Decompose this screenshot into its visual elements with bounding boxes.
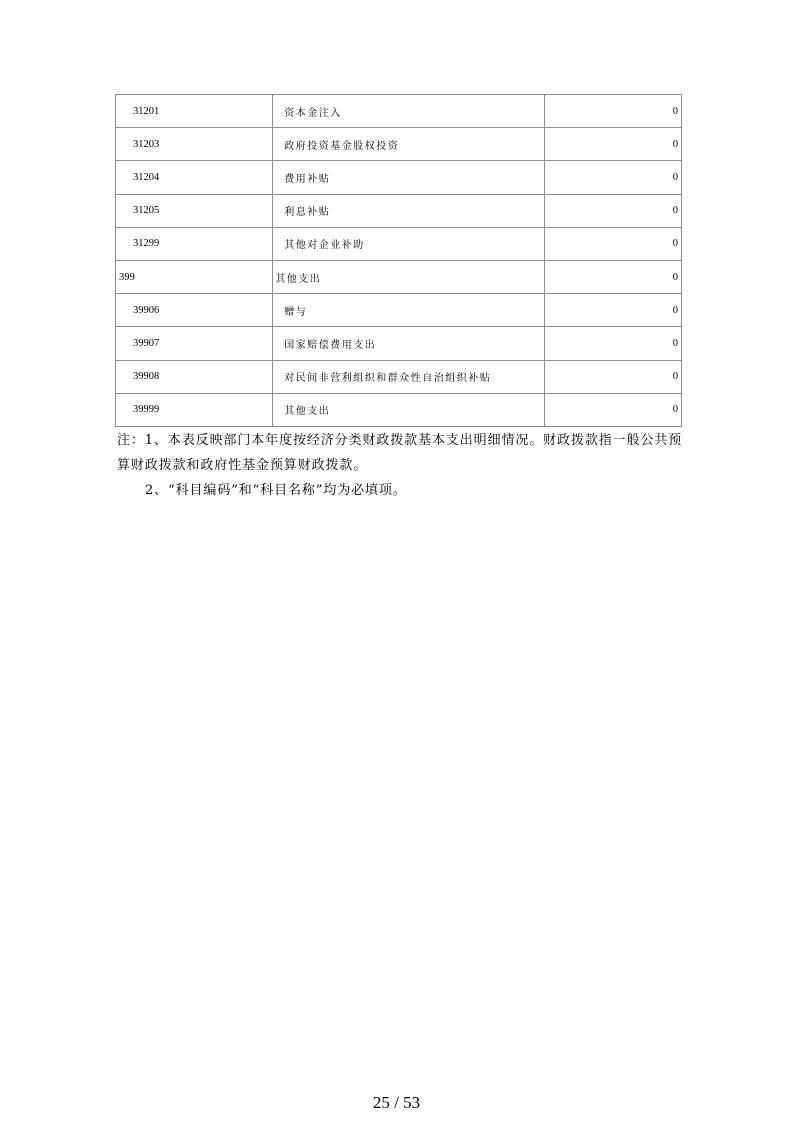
table-row xyxy=(116,327,682,360)
subject-name-cell: 其他支出 xyxy=(273,260,544,293)
subject-name-cell: 利息补贴 xyxy=(273,194,544,227)
expenditure-detail-table xyxy=(115,94,682,427)
amount-cell: 0 xyxy=(544,95,681,128)
note-1: 注：1、本表反映部门本年度按经济分类财政拨款基本支出明细情况。财政拨款指一般公共预算财政拨款和政府性基金预算财政拨款。 xyxy=(117,433,683,473)
subject-name-cell: 对民间非营利组织和群众性自治组织补贴 xyxy=(273,360,544,393)
subject-name-cell: 资本金注入 xyxy=(273,95,544,128)
subject-code-cell: 39906 xyxy=(116,294,273,327)
table-row xyxy=(116,393,682,426)
subject-name-cell: 费用补贴 xyxy=(273,161,544,194)
table-row xyxy=(116,95,682,128)
subject-name-cell: 其他支出 xyxy=(273,393,544,426)
amount-cell: 0 xyxy=(544,360,681,393)
subject-code-cell: 399 xyxy=(116,260,273,293)
table-row xyxy=(116,360,682,393)
subject-code-cell: 39907 xyxy=(116,327,273,360)
subject-name-cell: 赠与 xyxy=(273,294,544,327)
table-row xyxy=(116,161,682,194)
table-body xyxy=(116,95,682,427)
subject-code-cell: 31204 xyxy=(116,161,273,194)
subject-name-cell: 国家赔偿费用支出 xyxy=(273,327,544,360)
amount-cell: 0 xyxy=(544,194,681,227)
amount-cell: 0 xyxy=(544,260,681,293)
table-row xyxy=(116,260,682,293)
subject-code-cell: 31299 xyxy=(116,227,273,260)
amount-cell: 0 xyxy=(544,227,681,260)
subject-code-cell: 39999 xyxy=(116,393,273,426)
subject-code-cell: 39908 xyxy=(116,360,273,393)
table-row xyxy=(116,128,682,161)
subject-code-cell: 31205 xyxy=(116,194,273,227)
amount-cell: 0 xyxy=(544,294,681,327)
amount-cell: 0 xyxy=(544,327,681,360)
subject-name-cell: 政府投资基金股权投资 xyxy=(273,128,544,161)
amount-cell: 0 xyxy=(544,161,681,194)
table-row xyxy=(116,227,682,260)
table-row xyxy=(116,294,682,327)
amount-cell: 0 xyxy=(544,128,681,161)
subject-name-cell: 其他对企业补助 xyxy=(273,227,544,260)
page-number: 25 / 53 xyxy=(372,1093,421,1112)
amount-cell: 0 xyxy=(544,393,681,426)
table-row xyxy=(116,194,682,227)
table-notes xyxy=(117,428,685,503)
subject-code-cell: 31203 xyxy=(116,128,273,161)
subject-code-cell: 31201 xyxy=(116,95,273,128)
note-2: 2、“科目编码”和“科目名称”均为必填项。 xyxy=(145,483,407,498)
